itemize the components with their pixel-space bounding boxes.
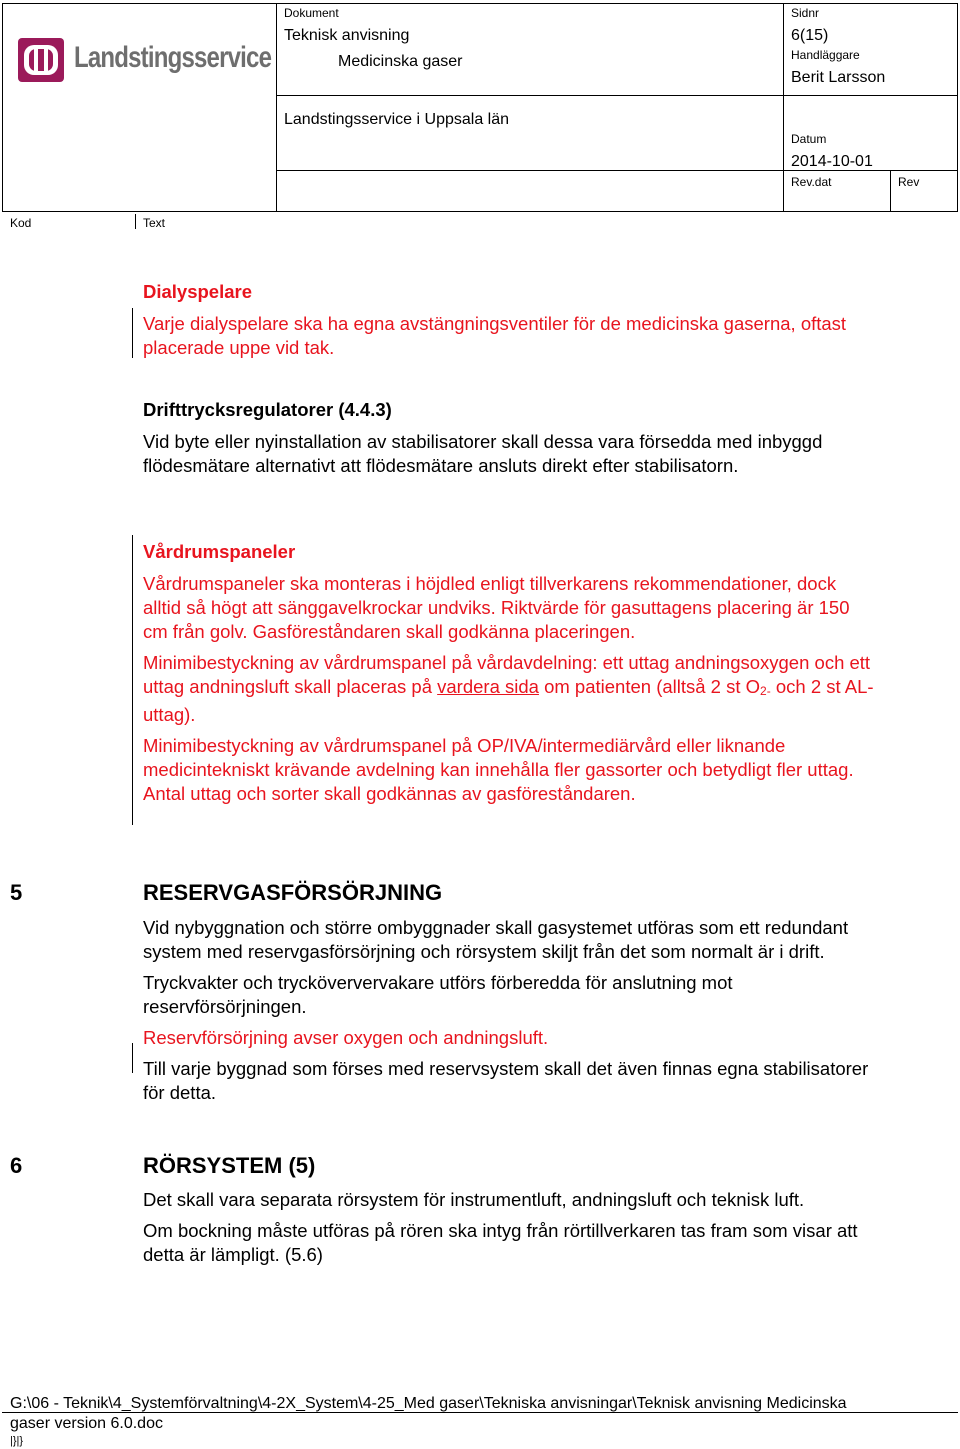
vard-section: [143, 540, 878, 806]
drift-text: Vid byte eller nyinstallation av stabilisatorer skall dessa vara försedda med inbyggd flödesmätare alternativt att flödesmätare ansluts direkt efter stabilisatorn.: [143, 431, 823, 476]
dialys-section: [143, 280, 863, 360]
sidnr-value: 6(15): [791, 27, 829, 44]
sec5-p3: Reservförsörjning avser oxygen och andningsluft.: [143, 1027, 549, 1048]
sec5-p4: Till varje byggnad som förses med reservsystem skall det även finnas egna stabilisatorer för detta.: [143, 1058, 869, 1103]
logo: [16, 36, 272, 86]
doc-type: Teknisk anvisning: [284, 27, 410, 44]
vard-p2-sub: 2-: [760, 684, 771, 698]
footer-code: |}|}: [10, 1435, 24, 1447]
section-6-body: [143, 1188, 873, 1267]
org-name: Landstingsservice i Uppsala län: [284, 111, 510, 128]
vard-p1: [143, 572, 878, 644]
vard-p3: Minimibestyckning av vårdrumspanel på OP/IVA/intermediärvård eller liknande medicintekniskt krävande avdelning kan innehålla fler gassorter och betydligt fler uttag. Antal uttag och sorter skall godkännas av gasföreståndaren.: [143, 735, 854, 804]
revdat-label: Rev.dat: [791, 175, 832, 189]
footer-path: [10, 1394, 955, 1434]
vard-title: Vårdrumspaneler: [143, 541, 296, 562]
vard-p2: [143, 651, 878, 727]
logo-text: Landstingsservice: [74, 41, 272, 74]
vard-p2-pre: Minimibestyckning av vårdrumspanel på vårdavdelning: ett uttag andningsoxygen och ett uttag andningsluft skall placeras på: [143, 652, 871, 697]
datum-label: Datum: [791, 132, 827, 146]
sec6-p1: Det skall vara separata rörsystem för instrumentluft, andningsluft och teknisk luft.: [143, 1189, 805, 1210]
drift-section: [143, 398, 843, 478]
drift-title: Drifttrycksregulatorer (4.4.3): [143, 399, 392, 420]
handlaggare-label: Handläggare: [791, 48, 860, 62]
dialys-text: Varje dialyspelare ska ha egna avstängningsventiler för de medicinska gaserna, oftast placerade uppe vid tak.: [143, 313, 847, 358]
doc-title: Medicinska gaser: [338, 53, 463, 70]
footer-path-line1: G:\06 - Teknik\4_Systemförvaltning\4-2X_System\4-25_Med gaser\Tekniska anvisningar\Teknisk anvisning Medicinska: [10, 1395, 847, 1412]
rev-label: Rev: [898, 175, 920, 189]
sec6-p2: Om bockning måste utföras på rören ska intyg från rörtillverkaren tas fram som visar att detta är lämpligt. (5.6): [143, 1220, 858, 1265]
sec5-p1: Vid nybyggnation och större ombyggnader skall gasystemet utföras som ett redundant system med reservgasförsörjning och rörsystem skiljt från det som normalt är i drift.: [143, 917, 849, 962]
section-5-body: [143, 916, 873, 1105]
section-6-number: 6: [10, 1153, 23, 1178]
vard-p1a: Vårdrumspaneler ska monteras i höjdled enligt tillverkarens rekommendationer, dock alltid så högt att sänggavelkrockar undviks.: [143, 573, 837, 618]
sec5-p2: Tryckvakter och trycköververvakare utförs förberedda för anslutning mot reservförsörjningen.: [143, 972, 733, 1017]
section-5-number: 5: [10, 880, 23, 905]
datum-value: 2014-10-01: [791, 153, 873, 170]
footer-path-line2: gaser version 6.0.doc: [10, 1415, 163, 1432]
section-6-title: RÖRSYSTEM (5): [143, 1153, 316, 1178]
dokument-label: Dokument: [284, 6, 339, 20]
section-5-title: RESERVGASFÖRSÖRJNING: [143, 880, 443, 905]
dialys-title: Dialyspelare: [143, 281, 253, 302]
vard-p2-post2: och 2 st AL-uttag).: [143, 676, 874, 725]
vard-p2-post1: om patienten (alltså 2 st O: [538, 676, 761, 697]
handlaggare-value: Berit Larsson: [791, 69, 886, 86]
kod-column-label: Kod: [10, 216, 32, 230]
vard-p1b: Riktvärde för gasuttagens placering är 150 cm från golv. Gasföreståndaren skall godkänna placeringen.: [143, 597, 850, 642]
text-column-label: Text: [143, 216, 166, 230]
landstingsservice-logo-icon: [16, 36, 66, 84]
vard-p2-underlined: vardera sida: [437, 676, 539, 697]
sidnr-label: Sidnr: [791, 6, 820, 20]
